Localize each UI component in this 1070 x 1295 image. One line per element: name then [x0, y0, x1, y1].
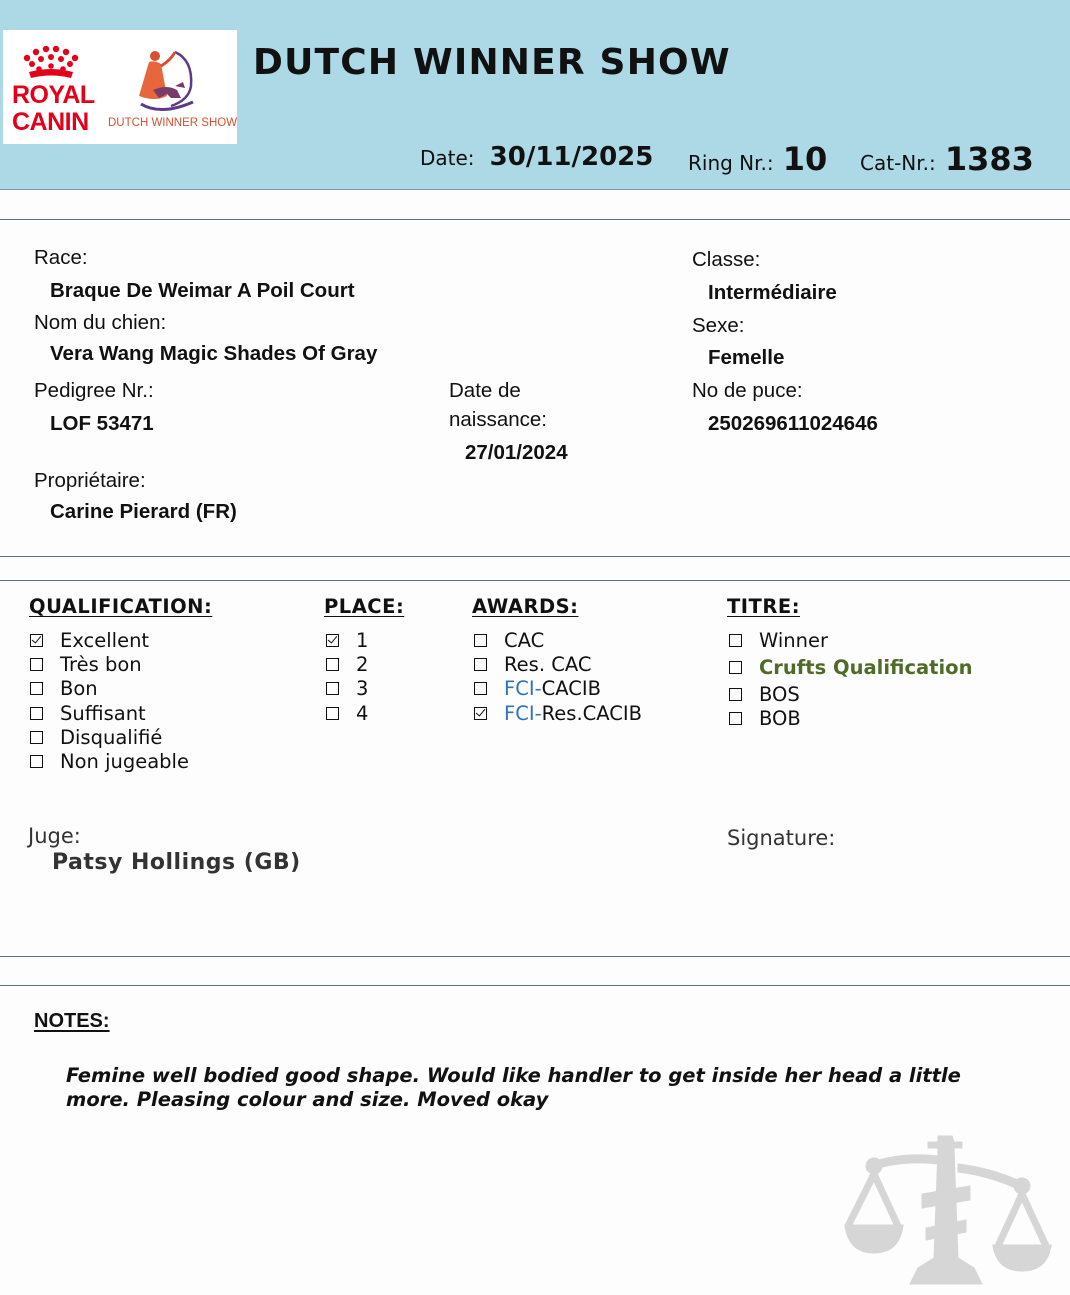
cat-value: 1383: [944, 140, 1034, 178]
titre-heading: TITRE:: [727, 595, 800, 618]
checkbox[interactable]: [30, 755, 43, 768]
notes-label: NOTES:: [34, 1010, 110, 1032]
pedigree-value: LOF 53471: [50, 412, 154, 435]
ring-label: Ring Nr.:: [688, 151, 774, 175]
checkbox[interactable]: [30, 731, 43, 744]
qualification-option-bon[interactable]: Bon: [30, 677, 189, 701]
royal-canin-logo-text: ROYAL CANIN: [12, 81, 95, 136]
logo-panel: [3, 30, 237, 144]
ring-field: [688, 140, 827, 178]
qualification-option-disqualifie[interactable]: Disqualifié: [30, 725, 189, 749]
judge-label: Juge:: [28, 824, 81, 848]
royal-canin-crown-icon: [21, 46, 85, 80]
place-option-4[interactable]: 4: [326, 701, 368, 725]
titre-option-bob[interactable]: BOB: [729, 707, 972, 731]
checkbox[interactable]: [30, 682, 43, 695]
checkbox[interactable]: [326, 658, 339, 671]
divider: [0, 556, 1070, 557]
dutch-winner-show-logo-text: DUTCH WINNER SHOW: [108, 117, 238, 129]
owner-value: Carine Pierard (FR): [50, 500, 237, 523]
race-value: Braque De Weimar A Poil Court: [50, 279, 355, 302]
date-field: [420, 142, 653, 172]
checkbox[interactable]: [30, 707, 43, 720]
place-option-3[interactable]: 3: [326, 677, 368, 701]
qualification-option-suffisant[interactable]: Suffisant: [30, 701, 189, 725]
sex-label: Sexe:: [692, 314, 745, 337]
checkbox[interactable]: [30, 658, 43, 671]
date-value: 30/11/2025: [489, 142, 654, 172]
checkbox[interactable]: [729, 661, 742, 674]
race-label: Race:: [34, 246, 88, 269]
qualification-heading: QUALIFICATION:: [29, 595, 213, 618]
checkbox[interactable]: [326, 707, 339, 720]
place-option-1[interactable]: 1: [326, 628, 368, 652]
scales-of-justice-icon: [842, 1128, 1052, 1294]
divider: [0, 985, 1070, 986]
header-banner: [0, 0, 1070, 190]
checkbox[interactable]: [729, 712, 742, 725]
awards-options: [474, 628, 642, 725]
birth-date-label-line1: Date de: [449, 379, 521, 402]
titre-option-winner[interactable]: Winner: [729, 628, 972, 652]
place-options: [326, 628, 368, 725]
qualification-option-excellent[interactable]: Excellent: [30, 628, 189, 652]
checkbox[interactable]: [474, 658, 487, 671]
birth-date-value: 27/01/2024: [465, 441, 568, 464]
sex-value: Femelle: [708, 346, 785, 369]
page-title: DUTCH WINNER SHOW: [253, 42, 731, 83]
cat-label: Cat-Nr.:: [860, 151, 936, 175]
class-label: Classe:: [692, 248, 761, 271]
titre-option-crufts-qualification[interactable]: Crufts Qualification: [729, 652, 972, 682]
divider: [0, 580, 1070, 581]
award-option-res-cac[interactable]: Res. CAC: [474, 652, 642, 676]
checkbox[interactable]: [729, 634, 742, 647]
dutch-winner-show-logo-figure: [131, 46, 207, 116]
class-value: Intermédiaire: [708, 281, 837, 304]
place-heading: PLACE:: [324, 595, 405, 618]
award-option-cac[interactable]: CAC: [474, 628, 642, 652]
checkbox-checked[interactable]: [474, 707, 487, 720]
qualification-option-non-jugeable[interactable]: Non jugeable: [30, 749, 189, 773]
checkbox[interactable]: [326, 682, 339, 695]
divider: [0, 219, 1070, 220]
divider: [0, 956, 1070, 957]
qualification-options: [30, 628, 189, 774]
owner-label: Propriétaire:: [34, 469, 146, 492]
signature-label: Signature:: [727, 826, 836, 850]
awards-heading: AWARDS:: [472, 595, 579, 618]
chip-value: 250269611024646: [708, 412, 878, 435]
cat-field: [860, 140, 1034, 178]
checkbox[interactable]: [474, 682, 487, 695]
dog-name-value: Vera Wang Magic Shades Of Gray: [50, 342, 378, 365]
place-option-2[interactable]: 2: [326, 652, 368, 676]
qualification-option-tres-bon[interactable]: Très bon: [30, 652, 189, 676]
checkbox-checked[interactable]: [30, 634, 43, 647]
chip-label: No de puce:: [692, 379, 803, 402]
award-option-fci-res-cacib[interactable]: FCI- Res.CACIB: [474, 701, 642, 725]
titre-options: [729, 628, 972, 731]
titre-option-bos[interactable]: BOS: [729, 682, 972, 706]
date-label: Date:: [420, 146, 475, 170]
pedigree-label: Pedigree Nr.:: [34, 379, 154, 402]
dog-name-label: Nom du chien:: [34, 311, 167, 334]
ring-value: 10: [782, 140, 828, 178]
judge-value: Patsy Hollings (GB): [52, 850, 301, 875]
checkbox[interactable]: [729, 688, 742, 701]
checkbox-checked[interactable]: [326, 634, 339, 647]
birth-date-label-line2: naissance:: [449, 408, 548, 431]
award-option-fci-cacib[interactable]: FCI- CACIB: [474, 677, 642, 701]
notes-text: Femine well bodied good shape. Would like handler to get inside her head a little more. Pleasing colour and size. Moved okay: [66, 1064, 961, 1111]
checkbox[interactable]: [474, 634, 487, 647]
